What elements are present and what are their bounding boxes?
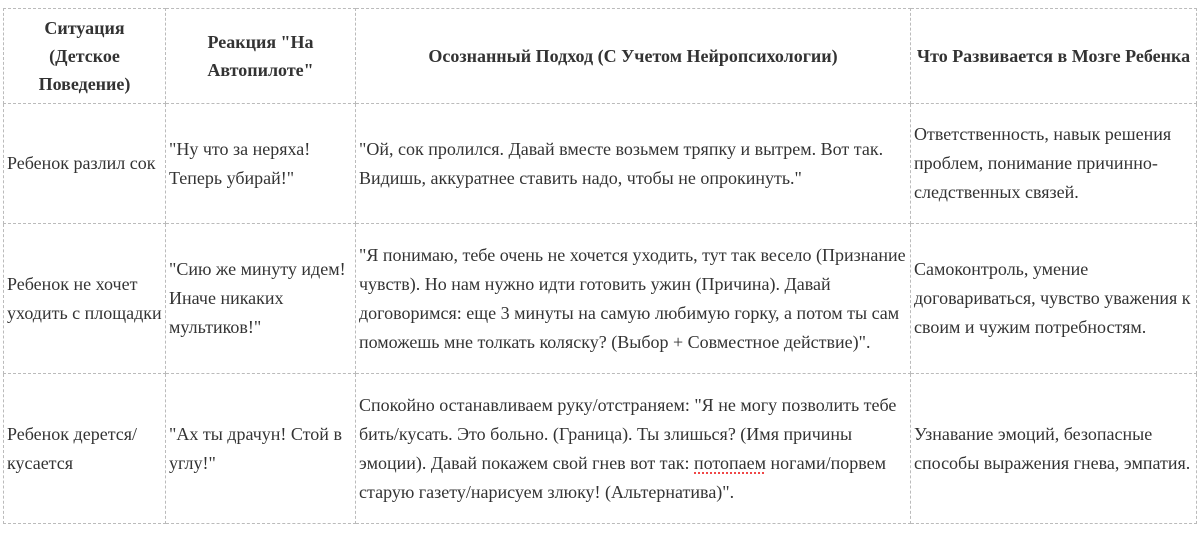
table-row [4, 374, 1197, 524]
header-situation: Ситуация (Детское Поведение) [4, 9, 166, 104]
mindful-text: ногами/порвем старую газету/нарисуем злюку! (Альтернатива)". [359, 452, 886, 502]
cell-autopilot: "Сию же минуту идем! Иначе никаких мультиков!" [166, 224, 356, 374]
cell-situation: Ребенок дерется/кусается [4, 374, 166, 524]
header-row [4, 9, 1197, 104]
header-mindful: Осознанный Подход (С Учетом Нейропсихологии) [356, 9, 911, 104]
parenting-table [3, 8, 1197, 524]
cell-mindful: "Ой, сок пролился. Давай вместе возьмем тряпку и вытрем. Вот так. Видишь, аккуратнее ставить надо, чтобы не опрокинуть." [356, 104, 911, 224]
cell-situation: Ребенок не хочет уходить с площадки [4, 224, 166, 374]
header-autopilot: Реакция "На Автопилоте" [166, 9, 356, 104]
header-develops: Что Развивается в Мозге Ребенка [911, 9, 1197, 104]
cell-develops: Ответственность, навык решения проблем, понимание причинно-следственных связей. [911, 104, 1197, 224]
spellcheck-word[interactable]: потопаем [694, 452, 767, 473]
mindful-text: Спокойно останавливаем руку/отстраняем: "Я не могу позволить тебе бить/кусать. Это больно. (Граница). Ты злишься? (Имя причины эмоции). Давай покажем свой гнев вот так: [359, 394, 897, 473]
table-row [4, 224, 1197, 374]
table-row [4, 104, 1197, 224]
cell-develops: Узнавание эмоций, безопасные способы выражения гнева, эмпатия. [911, 374, 1197, 524]
cell-mindful [356, 374, 911, 524]
cell-autopilot: "Ну что за неряха! Теперь убирай!" [166, 104, 356, 224]
cell-situation: Ребенок разлил сок [4, 104, 166, 224]
cell-mindful: "Я понимаю, тебе очень не хочется уходить, тут так весело (Признание чувств). Но нам нужно идти готовить ужин (Причина). Давай договоримся: еще 3 минуты на самую любимую горку, а потом ты сам поможешь мне толкать коляску? (Выбор + Совместное действие)". [356, 224, 911, 374]
cell-develops: Самоконтроль, умение договариваться, чувство уважения к своим и чужим потребностям. [911, 224, 1197, 374]
cell-autopilot: "Ах ты драчун! Стой в углу!" [166, 374, 356, 524]
